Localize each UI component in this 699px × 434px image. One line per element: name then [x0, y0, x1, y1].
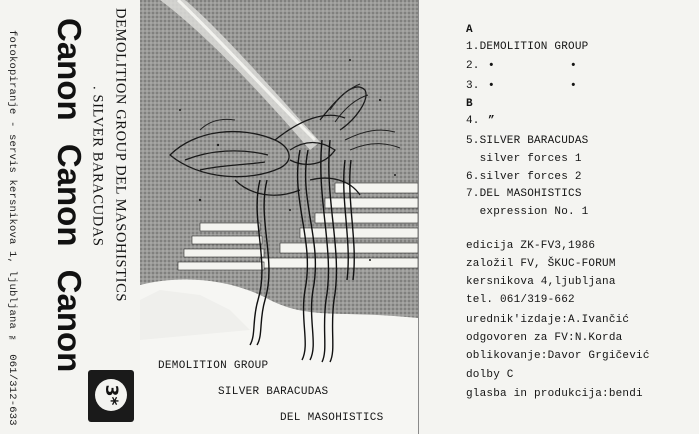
track-7: 7.DEL MASOHISTICS	[466, 188, 582, 200]
credit-dolby: dolby C	[466, 369, 514, 381]
credit-responsible: odgovoren za FV:N.Korda	[466, 332, 623, 344]
credit-phone: tel. 061/319-662	[466, 294, 575, 306]
track-2	[466, 60, 577, 72]
credit-edition: edicija ZK-FV3,1986	[466, 240, 596, 252]
side-a-label: A	[466, 24, 473, 36]
track-4-label: 4.	[466, 115, 480, 127]
spine-artists-line: DEMOLITION GROUP DEL MASOHISTICS	[112, 8, 129, 303]
credit-design: oblikovanje:Davor Grgičević	[466, 350, 650, 362]
cover-credit-silver-baracudas: SILVER BARACUDAS	[218, 386, 329, 398]
cover-artwork	[140, 0, 419, 434]
spine-artists-line-2: . SILVER BARACUDAS	[89, 86, 106, 247]
ditto-mark: •	[488, 80, 495, 92]
tracklist-panel	[418, 0, 699, 434]
ditto-mark: •	[488, 60, 495, 72]
track-3-label: 3.	[466, 80, 480, 92]
credit-music: glasba in produkcija:bendi	[466, 388, 643, 400]
label-logo-icon	[88, 370, 134, 422]
cover-credit-demolition-group: DEMOLITION GROUP	[158, 360, 269, 372]
ditto-mark: •	[570, 80, 577, 92]
track-2-label: 2.	[466, 60, 480, 72]
ditto-mark: ”	[488, 115, 495, 127]
track-7-subtitle: expression No. 1	[466, 206, 589, 218]
spine-brand-text: Canon Canon Canon	[51, 18, 88, 373]
jcard-spine	[0, 0, 141, 434]
spine-footer-text: fotokopiranje - servis kersnikova 1, ljubljana ™ 061/312-633	[6, 30, 18, 426]
track-3	[466, 80, 577, 92]
track-1: 1.DEMOLITION GROUP	[466, 41, 589, 53]
cover-credit-del-masohistics: DEL MASOHISTICS	[280, 412, 384, 424]
credit-address: kersnikova 4,ljubljana	[466, 276, 616, 288]
track-6: 6.silver forces 2	[466, 171, 582, 183]
ditto-mark: •	[570, 60, 577, 72]
label-logo-mark: 3*	[95, 379, 127, 411]
track-4	[466, 115, 495, 127]
track-5-subtitle: silver forces 1	[466, 153, 582, 165]
track-5: 5.SILVER BARACUDAS	[466, 135, 589, 147]
credit-publisher: založil FV, ŠKUC-FORUM	[466, 258, 616, 270]
credit-editor: urednik'izdaje:A.Ivančić	[466, 314, 630, 326]
side-b-label: B	[466, 98, 473, 110]
